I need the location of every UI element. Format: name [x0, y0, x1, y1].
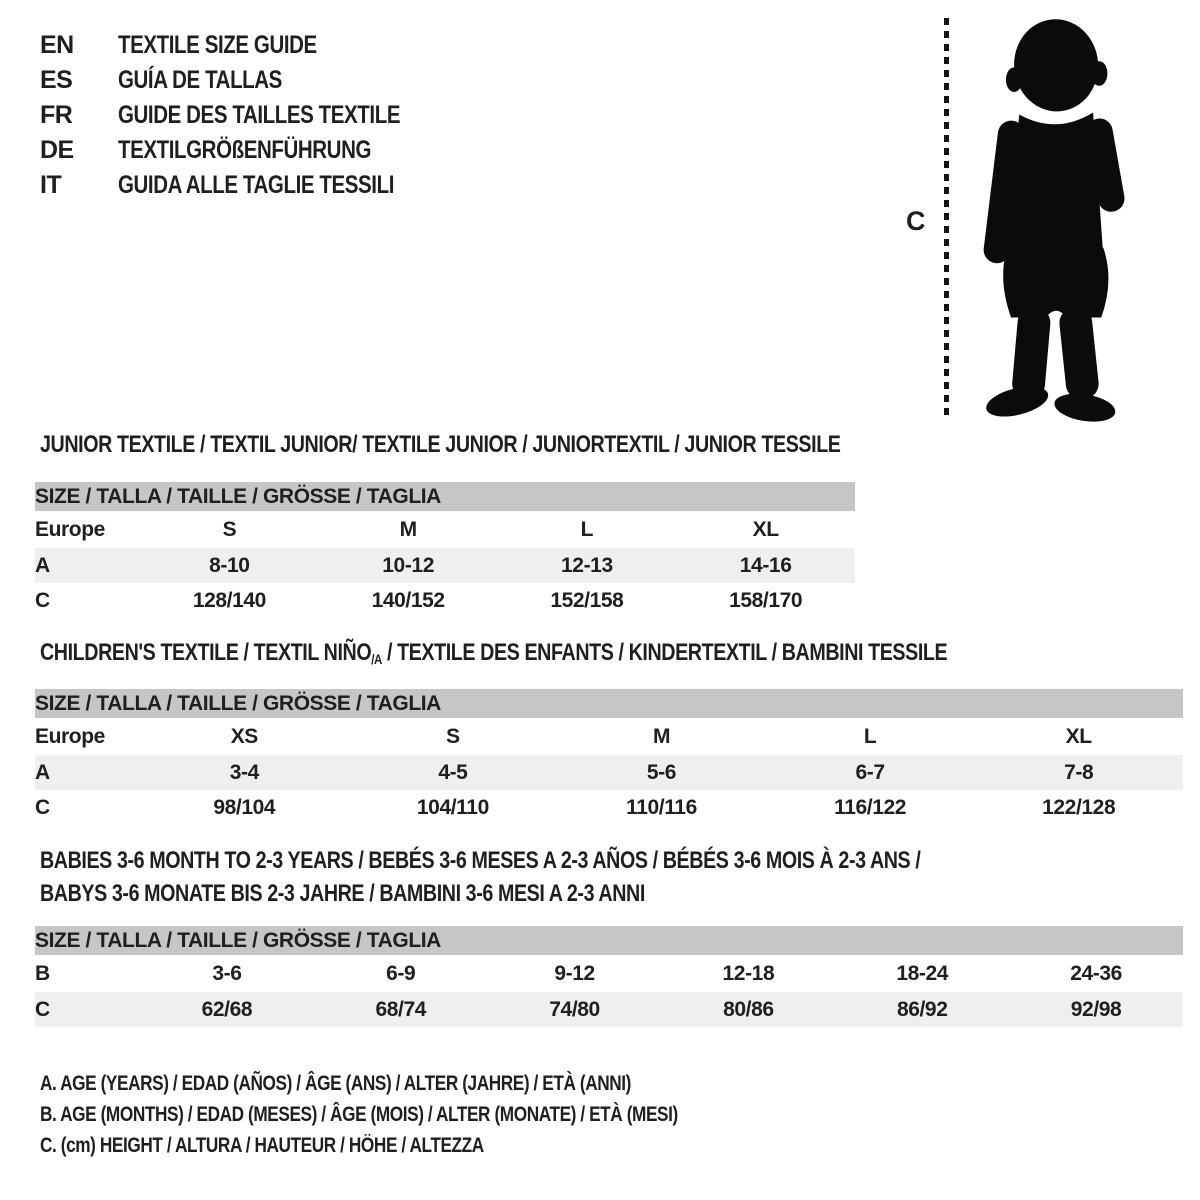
row-label: Europe — [35, 517, 105, 541]
table-cell: XL — [752, 517, 779, 541]
language-title: TEXTILGRÖßENFÜHRUNG — [118, 136, 372, 164]
nino-a-subscript: /A — [371, 651, 382, 667]
table-row-b — [35, 955, 1183, 992]
table-cell: 9-12 — [554, 961, 595, 985]
table-cell: 14-16 — [739, 553, 792, 577]
height-measure-label: C — [906, 206, 926, 236]
footnote-c-text: C. (cm) HEIGHT / ALTURA / HAUTEUR / HÖHE / ALTEZZA — [40, 1133, 484, 1157]
junior-size-table — [35, 482, 855, 618]
table-cell: 10-12 — [382, 553, 434, 577]
language-code: FR — [40, 101, 73, 129]
table-cell: 158/170 — [729, 588, 803, 612]
table-cell: 8-10 — [209, 553, 250, 577]
language-row-de — [40, 133, 462, 168]
babies-section-title-line1-text: BABIES 3-6 MONTH TO 2-3 YEARS / BEBÉS 3-6 MESES A 2-3 AÑOS / BÉBÉS 3-6 MOIS À 2-3 ANS / — [40, 847, 921, 874]
table-cell: 140/152 — [371, 588, 445, 612]
size-header-bar: SIZE / TALLA / TAILLE / GRÖSSE / TAGLIA — [35, 482, 855, 511]
language-code: EN — [40, 31, 74, 59]
table-cell: XL — [1065, 724, 1092, 748]
table-row-europe — [35, 511, 855, 548]
table-row-c — [35, 583, 855, 618]
size-header-row — [35, 482, 855, 511]
footnote-b-text: B. AGE (MONTHS) / EDAD (MESES) / ÂGE (MOIS) / ALTER (MONATE) / ETÀ (MESI) — [40, 1102, 678, 1126]
table-row-a — [35, 548, 855, 583]
language-list — [40, 28, 462, 203]
children-section-title — [40, 639, 1146, 667]
junior-section-title-text: JUNIOR TEXTILE / TEXTIL JUNIOR/ TEXTILE JUNIOR / JUNIORTEXTIL / JUNIOR TESSILE — [40, 431, 841, 458]
table-cell: 6-9 — [386, 961, 416, 985]
table-cell: 92/98 — [1070, 997, 1122, 1021]
children-section-title-text: CHILDREN'S TEXTILE / TEXTIL NIÑO/A / TEXTILE DES ENFANTS / KINDERTEXTIL / BAMBINI TESSILE — [40, 639, 948, 667]
row-label: A — [35, 760, 50, 784]
toddler-silhouette-icon — [956, 12, 1144, 422]
table-cell: 12-18 — [722, 961, 775, 985]
children-size-table-wrap — [35, 689, 1183, 825]
language-title: GUIDE DES TAILLES TEXTILE — [118, 101, 401, 129]
table-cell: S — [446, 724, 460, 748]
table-cell: 7-8 — [1064, 760, 1094, 784]
footnote-a — [40, 1068, 818, 1099]
junior-section-title — [40, 431, 1016, 459]
table-cell: 24-36 — [1070, 961, 1122, 985]
babies-size-table-wrap — [35, 926, 1183, 1027]
table-row-c — [35, 790, 1183, 825]
row-label: A — [35, 553, 50, 577]
language-code: ES — [40, 66, 73, 94]
language-row-fr — [40, 98, 462, 133]
table-row-europe — [35, 718, 1183, 755]
row-label: C — [35, 795, 50, 819]
table-cell: 86/92 — [896, 997, 948, 1021]
table-cell: 68/74 — [375, 997, 427, 1021]
row-label: C — [35, 997, 50, 1021]
language-code: DE — [40, 136, 74, 164]
language-code: IT — [40, 171, 62, 199]
table-cell: 74/80 — [549, 997, 600, 1021]
table-row-a — [35, 755, 1183, 790]
table-cell: S — [222, 517, 237, 541]
table-cell: 80/86 — [723, 997, 774, 1021]
table-cell: 4-5 — [438, 760, 468, 784]
footnote-a-text: A. AGE (YEARS) / EDAD (AÑOS) / ÂGE (ANS) / ALTER (JAHRE) / ETÀ (ANNI) — [40, 1071, 632, 1095]
size-header-row — [35, 926, 1183, 955]
table-cell: 6-7 — [855, 760, 885, 784]
table-cell: 128/140 — [192, 588, 266, 612]
table-cell: 18-24 — [896, 961, 949, 985]
footnotes — [40, 1068, 818, 1161]
babies-size-table — [35, 926, 1183, 1027]
footnote-b — [40, 1099, 818, 1130]
row-label: Europe — [35, 724, 105, 748]
babies-section-title-line2-text: BABYS 3-6 MONATE BIS 2-3 JAHRE / BAMBINI 3-6 MESI A 2-3 ANNI — [40, 880, 645, 907]
table-cell: M — [399, 517, 417, 541]
children-size-table — [35, 689, 1183, 825]
table-cell: 104/110 — [416, 795, 489, 819]
table-cell: 3-6 — [212, 961, 242, 985]
table-cell: XS — [230, 724, 258, 748]
table-cell: M — [652, 724, 671, 748]
table-cell: 12-13 — [561, 553, 613, 577]
babies-section-title-line2 — [40, 880, 778, 908]
table-cell: L — [580, 517, 594, 541]
size-header-bar: SIZE / TALLA / TAILLE / GRÖSSE / TAGLIA — [35, 689, 1183, 718]
language-row-es — [40, 63, 462, 98]
row-label: B — [35, 961, 50, 985]
language-row-it — [40, 168, 462, 203]
table-cell: 110/116 — [626, 795, 697, 819]
babies-section-title-line1 — [40, 847, 1114, 875]
table-cell: 3-4 — [229, 760, 259, 784]
size-header-bar: SIZE / TALLA / TAILLE / GRÖSSE / TAGLIA — [35, 926, 1183, 955]
language-title: TEXTILE SIZE GUIDE — [118, 31, 317, 59]
language-row-en — [40, 28, 462, 63]
height-measure-dashed-line — [944, 18, 949, 418]
table-cell: 98/104 — [213, 795, 276, 819]
row-label: C — [35, 588, 50, 612]
table-cell: 116/122 — [834, 795, 907, 819]
table-cell: 152/158 — [550, 588, 624, 612]
table-cell: 122/128 — [1042, 795, 1116, 819]
table-cell: L — [863, 724, 877, 748]
table-cell: 5-6 — [646, 760, 677, 784]
language-title: GUIDA ALLE TAGLIE TESSILI — [118, 171, 394, 199]
table-cell: 62/68 — [201, 997, 253, 1021]
footnote-c — [40, 1130, 818, 1161]
table-row-c — [35, 992, 1183, 1027]
junior-size-table-wrap — [35, 482, 855, 618]
size-header-row — [35, 689, 1183, 718]
language-title: GUÍA DE TALLAS — [118, 66, 282, 94]
